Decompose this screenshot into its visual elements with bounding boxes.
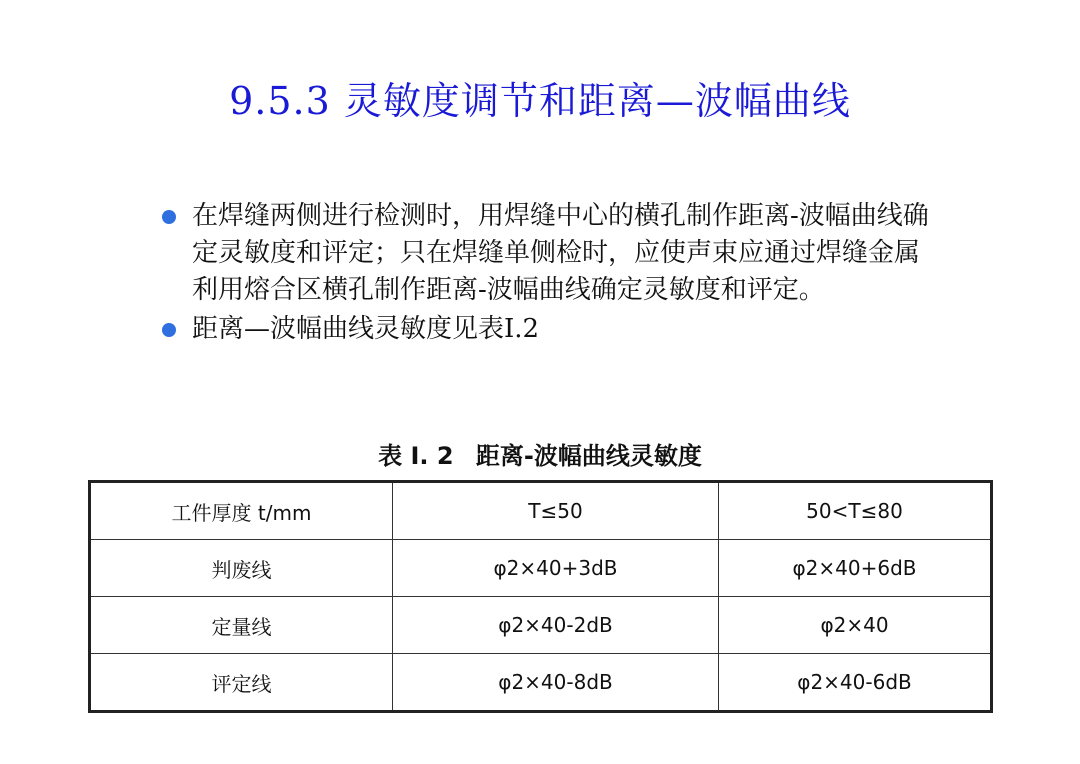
table-cell: 判废线 — [90, 540, 393, 597]
bullet-item-1 — [160, 198, 940, 309]
bullet-dot-icon — [162, 210, 176, 224]
slide-title: 9.5.3 灵敏度调节和距离—波幅曲线 — [229, 79, 851, 123]
table-row — [90, 540, 992, 597]
table-row — [90, 654, 992, 712]
bullet-list — [160, 198, 940, 350]
table-row — [90, 597, 992, 654]
table-cell: φ2×40-6dB — [719, 654, 992, 712]
table-cell: φ2×40 — [719, 597, 992, 654]
table-caption-number: 表 I. 2 — [378, 442, 454, 470]
table-caption-text: 距离-波幅曲线灵敏度 — [475, 442, 702, 470]
bullet-text: 在焊缝两侧进行检测时，用焊缝中心的横孔制作距离-波幅曲线确定灵敏度和评定；只在焊缝单侧检时，应使声束应通过焊缝金属利用熔合区横孔制作距离-波幅曲线确定灵敏度和评定。 — [192, 201, 929, 305]
table-cell: φ2×40+3dB — [393, 540, 719, 597]
table-cell: φ2×40-8dB — [393, 654, 719, 712]
bullet-dot-icon — [162, 323, 176, 337]
table-header-cell: T≤50 — [393, 482, 719, 540]
table-header-cell: 工件厚度 t/mm — [90, 482, 393, 540]
table-cell: φ2×40-2dB — [393, 597, 719, 654]
bullet-text: 距离—波幅曲线灵敏度见表I.2 — [192, 314, 540, 344]
table-cell: 定量线 — [90, 597, 393, 654]
table-caption — [0, 436, 1080, 471]
table-cell: 评定线 — [90, 654, 393, 712]
table-header-row — [90, 482, 992, 540]
table-header-cell: 50<T≤80 — [719, 482, 992, 540]
table-cell: φ2×40+6dB — [719, 540, 992, 597]
sensitivity-table — [88, 480, 993, 713]
bullet-item-2 — [160, 311, 940, 348]
